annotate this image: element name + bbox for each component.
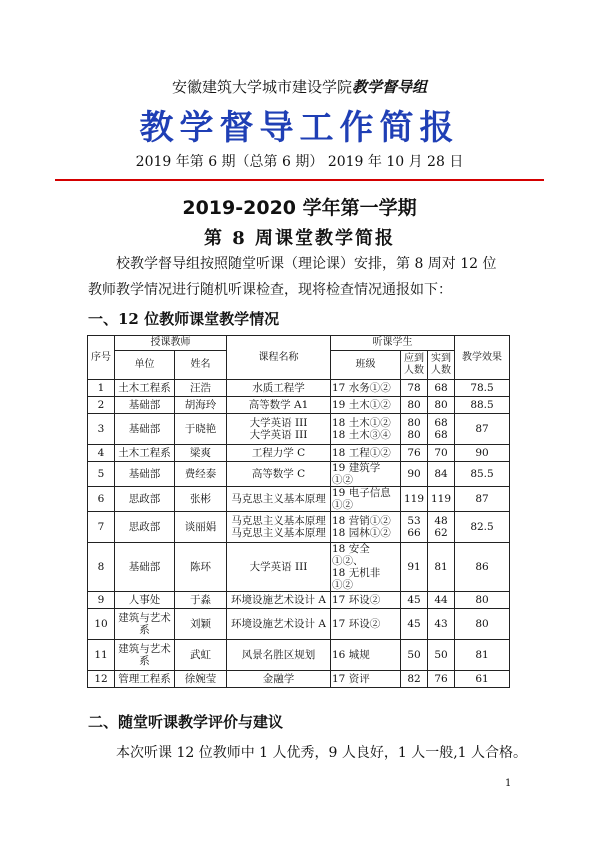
cell-class: 17 环设② bbox=[331, 592, 401, 609]
cell-class: 17 资评 bbox=[331, 671, 401, 688]
cell-score: 61 bbox=[455, 671, 510, 688]
cell-score: 87 bbox=[455, 414, 510, 445]
cell-score: 85.5 bbox=[455, 462, 510, 487]
cell-name: 谈丽娟 bbox=[175, 512, 227, 543]
cell-class: 19 电子信息①② bbox=[331, 487, 401, 512]
cell-class: 19 土木①② bbox=[331, 397, 401, 414]
cell-expected: 50 bbox=[401, 640, 428, 671]
table-row bbox=[88, 445, 510, 462]
header-score: 教学效果 bbox=[455, 336, 510, 380]
cell-course: 环境设施艺术设计 A bbox=[227, 609, 331, 640]
cell-score: 87 bbox=[455, 487, 510, 512]
table-row bbox=[88, 671, 510, 688]
cell-expected: 76 bbox=[401, 445, 428, 462]
cell-name: 刘颖 bbox=[175, 609, 227, 640]
header-no: 序号 bbox=[88, 336, 115, 380]
cell-actual: 68 68 bbox=[428, 414, 455, 445]
table-row bbox=[88, 543, 510, 592]
issue-line: 2019 年第 6 期（总第 6 期） 2019 年 10 月 28 日 bbox=[135, 154, 464, 170]
cell-course: 风景名胜区规划 bbox=[227, 640, 331, 671]
cell-no: 10 bbox=[88, 609, 115, 640]
cell-class: 18 安全①②、 18 无机非①② bbox=[331, 543, 401, 592]
cell-expected: 45 bbox=[401, 592, 428, 609]
cell-actual: 48 62 bbox=[428, 512, 455, 543]
table-row bbox=[88, 640, 510, 671]
cell-name: 张彬 bbox=[175, 487, 227, 512]
cell-unit: 基础部 bbox=[115, 414, 175, 445]
table-row bbox=[88, 592, 510, 609]
cell-actual: 44 bbox=[428, 592, 455, 609]
cell-actual: 119 bbox=[428, 487, 455, 512]
cell-unit: 土木工程系 bbox=[115, 380, 175, 397]
cell-no: 2 bbox=[88, 397, 115, 414]
semester-title: 2019-2020 学年第一学期 bbox=[182, 197, 417, 219]
cell-class: 17 水务①② bbox=[331, 380, 401, 397]
cell-actual: 80 bbox=[428, 397, 455, 414]
cell-score: 86 bbox=[455, 543, 510, 592]
cell-course: 金融学 bbox=[227, 671, 331, 688]
header-students-group: 听课学生 bbox=[331, 336, 455, 351]
cell-expected: 91 bbox=[401, 543, 428, 592]
cell-expected: 80 80 bbox=[401, 414, 428, 445]
cell-unit: 管理工程系 bbox=[115, 671, 175, 688]
cell-no: 5 bbox=[88, 462, 115, 487]
cell-no: 12 bbox=[88, 671, 115, 688]
cell-score: 88.5 bbox=[455, 397, 510, 414]
cell-class: 16 城规 bbox=[331, 640, 401, 671]
cell-score: 81 bbox=[455, 640, 510, 671]
cell-name: 武虹 bbox=[175, 640, 227, 671]
cell-no: 4 bbox=[88, 445, 115, 462]
cell-course: 大学英语 III 大学英语 III bbox=[227, 414, 331, 445]
cell-course: 环境设施艺术设计 A bbox=[227, 592, 331, 609]
cell-name: 梁爽 bbox=[175, 445, 227, 462]
header-name: 姓名 bbox=[175, 351, 227, 380]
cell-no: 1 bbox=[88, 380, 115, 397]
cell-actual: 81 bbox=[428, 543, 455, 592]
cell-name: 徐婉莹 bbox=[175, 671, 227, 688]
cell-course: 大学英语 III bbox=[227, 543, 331, 592]
cell-score: 80 bbox=[455, 609, 510, 640]
cell-score: 82.5 bbox=[455, 512, 510, 543]
cell-no: 11 bbox=[88, 640, 115, 671]
dept-name: 教学督导组 bbox=[352, 78, 428, 96]
cell-expected: 119 bbox=[401, 487, 428, 512]
teacher-table bbox=[87, 335, 510, 688]
cell-no: 9 bbox=[88, 592, 115, 609]
cell-unit: 土木工程系 bbox=[115, 445, 175, 462]
cell-unit: 建筑与艺术系 bbox=[115, 640, 175, 671]
org-name: 安徽建筑大学城市建设学院 bbox=[171, 78, 352, 96]
header-course: 课程名称 bbox=[227, 336, 331, 380]
cell-expected: 45 bbox=[401, 609, 428, 640]
cell-actual: 50 bbox=[428, 640, 455, 671]
brief-title: 教学督导工作简报 bbox=[139, 108, 460, 148]
cell-name: 胡海玲 bbox=[175, 397, 227, 414]
cell-actual: 76 bbox=[428, 671, 455, 688]
cell-name: 于淼 bbox=[175, 592, 227, 609]
cell-score: 78.5 bbox=[455, 380, 510, 397]
page-number: 1 bbox=[505, 778, 512, 789]
cell-name: 于晓艳 bbox=[175, 414, 227, 445]
header-teacher-group: 授课教师 bbox=[115, 336, 227, 351]
header-divider bbox=[55, 179, 544, 181]
week-title: 第 8 周课堂教学简报 bbox=[203, 228, 396, 249]
cell-class: 18 营销①② 18 园林①② bbox=[331, 512, 401, 543]
section-1-heading: 一、12 位教师课堂教学情况 bbox=[88, 310, 280, 328]
table-row bbox=[88, 609, 510, 640]
header-expected: 应到人数 bbox=[401, 351, 428, 380]
cell-no: 8 bbox=[88, 543, 115, 592]
cell-course: 水质工程学 bbox=[227, 380, 331, 397]
section-2-heading: 二、随堂听课教学评价与建议 bbox=[88, 713, 284, 731]
cell-unit: 人事处 bbox=[115, 592, 175, 609]
table-row bbox=[88, 414, 510, 445]
cell-course: 高等数学 C bbox=[227, 462, 331, 487]
cell-expected: 82 bbox=[401, 671, 428, 688]
cell-unit: 建筑与艺术系 bbox=[115, 609, 175, 640]
table-row bbox=[88, 397, 510, 414]
cell-actual: 43 bbox=[428, 609, 455, 640]
cell-class: 18 土木①② 18 土木③④ bbox=[331, 414, 401, 445]
cell-class: 17 环设② bbox=[331, 609, 401, 640]
cell-name: 汪浩 bbox=[175, 380, 227, 397]
cell-actual: 70 bbox=[428, 445, 455, 462]
cell-score: 90 bbox=[455, 445, 510, 462]
cell-class: 18 工程①② bbox=[331, 445, 401, 462]
cell-name: 陈环 bbox=[175, 543, 227, 592]
cell-no: 7 bbox=[88, 512, 115, 543]
cell-expected: 78 bbox=[401, 380, 428, 397]
cell-unit: 基础部 bbox=[115, 543, 175, 592]
header-actual: 实到人数 bbox=[428, 351, 455, 380]
table-row bbox=[88, 487, 510, 512]
table-row bbox=[88, 512, 510, 543]
org-line bbox=[0, 76, 599, 97]
cell-unit: 基础部 bbox=[115, 462, 175, 487]
cell-expected: 53 66 bbox=[401, 512, 428, 543]
header-class: 班级 bbox=[331, 351, 401, 380]
summary-paragraph: 本次听课 12 位教师中 1 人优秀，9 人良好，1 人一般,1 人合格。 bbox=[116, 745, 528, 761]
cell-actual: 68 bbox=[428, 380, 455, 397]
cell-class: 19 建筑学①② bbox=[331, 462, 401, 487]
cell-name: 费经泰 bbox=[175, 462, 227, 487]
cell-course: 马克思主义基本原理 马克思主义基本原理 bbox=[227, 512, 331, 543]
cell-course: 马克思主义基本原理 bbox=[227, 487, 331, 512]
cell-actual: 84 bbox=[428, 462, 455, 487]
cell-course: 工程力学 C bbox=[227, 445, 331, 462]
header-unit: 单位 bbox=[115, 351, 175, 380]
cell-unit: 思政部 bbox=[115, 512, 175, 543]
cell-expected: 90 bbox=[401, 462, 428, 487]
cell-course: 高等数学 A1 bbox=[227, 397, 331, 414]
cell-expected: 80 bbox=[401, 397, 428, 414]
intro-paragraph: 校教学督导组按照随堂听课（理论课）安排，第 8 周对 12 位教师教学情况进行随机听课检查，现将检查情况通报如下： bbox=[88, 256, 497, 298]
cell-no: 3 bbox=[88, 414, 115, 445]
cell-unit: 思政部 bbox=[115, 487, 175, 512]
cell-score: 80 bbox=[455, 592, 510, 609]
table-row bbox=[88, 380, 510, 397]
cell-unit: 基础部 bbox=[115, 397, 175, 414]
cell-no: 6 bbox=[88, 487, 115, 512]
table-row bbox=[88, 462, 510, 487]
